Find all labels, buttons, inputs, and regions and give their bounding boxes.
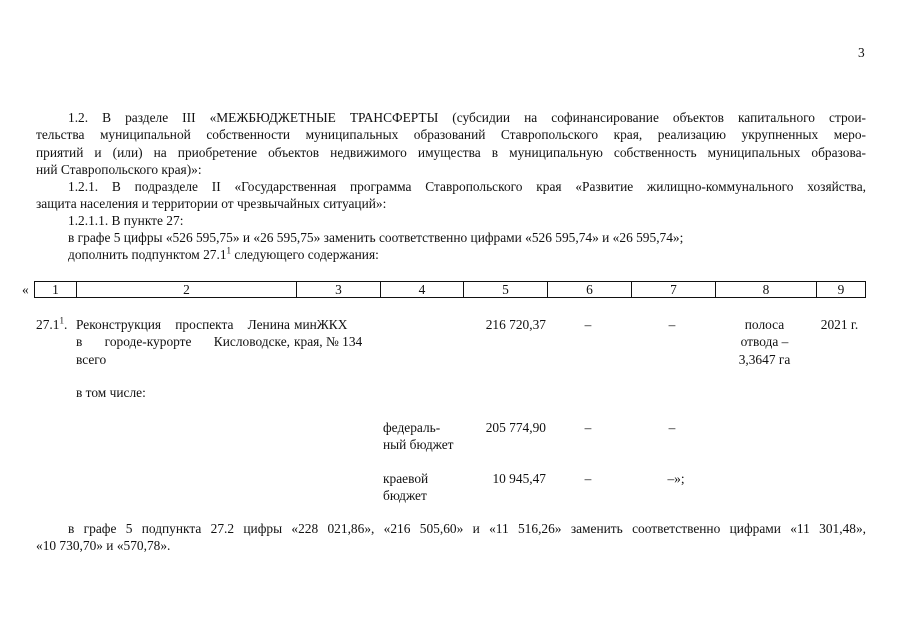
paragraph-line: 1.2.1. В подразделе II «Государственная программа Ставропольского края «Развитие жилищно-коммунального хозяйства,: [68, 179, 866, 194]
regional-budget-line: бюджет: [383, 488, 427, 504]
federal-col6: –: [584, 420, 592, 435]
paragraph-line: приятий и (или) на приобретение объектов недвижимого имущества в муниципальную собственность муниципальных образова-: [36, 144, 866, 160]
final-paragraph: [36, 520, 866, 555]
row-land-area-line: 3,3647 га: [738, 351, 791, 367]
paragraph-add-subitem: [68, 246, 379, 263]
federal-budget-label: [383, 419, 454, 454]
superscript: 1: [59, 315, 64, 326]
federal-budget-line: ный бюджет: [383, 437, 454, 453]
regional-budget-line: краевой: [383, 471, 429, 486]
paragraph-line: тельства муниципальной собственности муниципальных образований Ставропольского края, реализацию укрупненных меро-: [36, 127, 866, 143]
paragraph-1-2-1: [36, 178, 866, 213]
column-header: 3: [297, 282, 381, 298]
column-header: 2: [77, 282, 297, 298]
row-col6: –: [584, 317, 592, 332]
row-col7: –: [668, 317, 676, 332]
row-land-area-line: отвода –: [740, 334, 789, 350]
row-name-line: в городе-курорте Кисловодске,: [76, 334, 290, 350]
regional-col7: –»;: [667, 471, 685, 486]
paragraph-line: «10 730,70» и «570,78».: [36, 538, 171, 554]
row-responsible-line: минЖКХ: [294, 317, 348, 332]
paragraph-line: 1.2. В разделе III «МЕЖБЮДЖЕТНЫЕ ТРАНСФЕРТЫ (субсидии на софинансирование объектов капитального строи-: [68, 110, 866, 125]
column-header: 4: [381, 282, 464, 298]
column-header: 6: [548, 282, 632, 298]
row-year: 2021 г.: [820, 317, 859, 332]
add-subitem-tail: следующего содержания:: [231, 247, 379, 262]
superscript: 1: [226, 245, 232, 256]
including-label: в том числе:: [76, 385, 146, 400]
federal-col7: –: [668, 420, 676, 435]
table-open-quote: «: [22, 282, 29, 297]
table-header: [34, 281, 866, 298]
add-subitem-text: дополнить подпунктом 27.1: [68, 247, 227, 262]
paragraph-1-2: [36, 109, 866, 179]
row-responsible-line: края, № 134: [294, 334, 363, 350]
paragraph-line: ний Ставропольского края)»:: [36, 162, 202, 178]
federal-amount: 205 774,90: [485, 420, 546, 435]
page-number: 3: [858, 45, 865, 60]
row-number-text: 27.1: [36, 317, 60, 332]
regional-amount: 10 945,47: [492, 471, 546, 486]
row-number-dot: .: [63, 317, 68, 332]
row-name-line: всего: [76, 351, 107, 367]
column-header: 5: [464, 282, 548, 298]
row-responsible: [294, 316, 378, 351]
federal-budget-line: федераль-: [383, 420, 441, 435]
regional-col6: –: [584, 471, 592, 486]
paragraph-line: в графе 5 подпункта 27.2 цифры «228 021,86», «216 505,60» и «11 516,26» заменить соответственно цифрами «11 301,48»,: [68, 521, 866, 536]
row-name: [76, 316, 290, 368]
row-name-line: Реконструкция проспекта Ленина: [76, 317, 290, 332]
regional-budget-label: [383, 470, 428, 505]
row-amount: 216 720,37: [485, 317, 546, 332]
paragraph-line: защита населения и территории от чрезвычайных ситуаций»:: [36, 196, 387, 212]
paragraph-replace-figures: в графе 5 цифры «526 595,75» и «26 595,75» заменить соответственно цифрами «526 595,74» и «26 595,74»;: [68, 230, 684, 245]
row-land-area: [714, 316, 815, 368]
column-header: 8: [716, 282, 817, 298]
column-header: 1: [35, 282, 77, 298]
column-header: 9: [817, 282, 866, 298]
paragraph-1-2-1-1: 1.2.1.1. В пункте 27:: [68, 213, 184, 228]
row-number: [36, 316, 67, 333]
column-header: 7: [632, 282, 716, 298]
row-land-area-line: полоса: [744, 317, 785, 332]
